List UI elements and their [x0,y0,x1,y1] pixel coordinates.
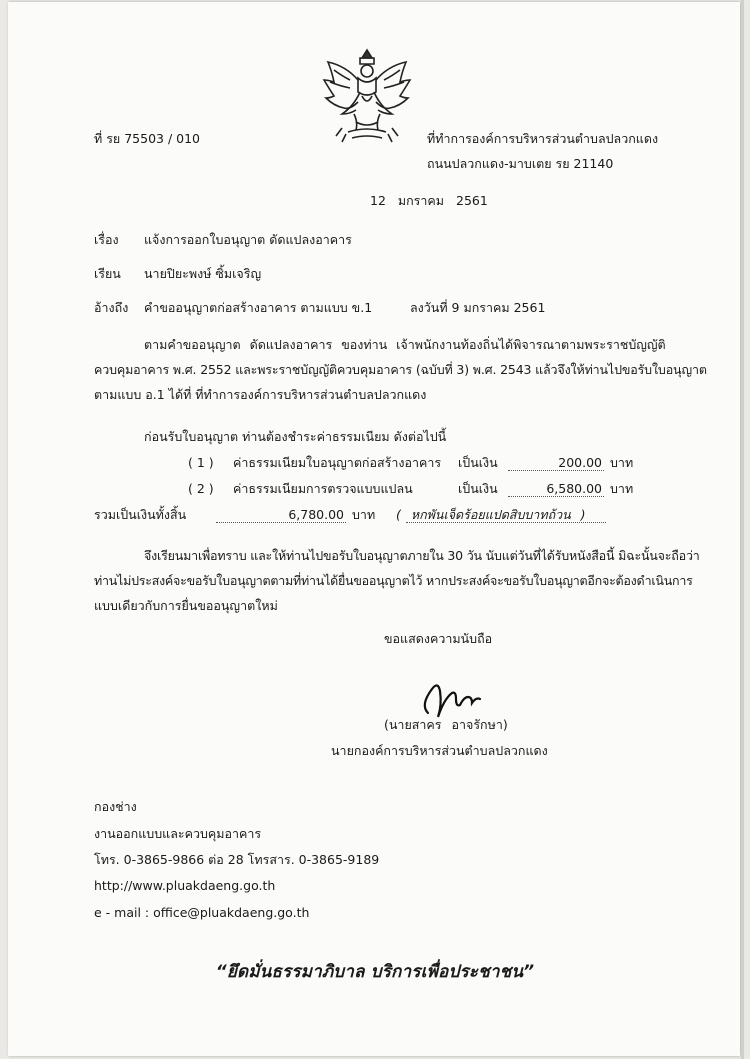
footer-motto: “ยึดมั่นธรรมาภิบาล บริการเพื่อประชาชน” [215,962,535,982]
total-label: รวมเป็นเงินทั้งสิ้น [94,507,187,522]
subject-label: เรื่อง [94,232,119,247]
signature-mark [402,673,522,721]
footer-website-link[interactable]: http://www.pluakdaeng.go.th [94,878,276,893]
fee2-amount-label: เป็นเงิน [458,481,498,496]
fee2-description: ค่าธรรมเนียมการตรวจแบบแปลน [233,481,413,496]
reference-label: อ้างถึง [94,300,129,315]
fee1-description: ค่าธรรมเนียมใบอนุญาตก่อสร้างอาคาร [233,455,442,470]
total-amount-words: ( หกพันเจ็ดร้อยแปดสิบบาทถ้วน ) [396,507,586,522]
footer-phone: โทร. 0-3865-9866 ต่อ 28 โทรสาร. 0-3865-9189 [94,852,380,867]
office-address-line1: ที่ทำการองค์การบริหารส่วนตำบลปลวกแดง [427,131,659,146]
footer-email-link[interactable]: e - mail : office@pluakdaeng.go.th [94,905,310,920]
fee1-number: ( 1 ) [188,455,214,470]
paragraph2-line2: ท่านไม่ประสงค์จะขอรับใบอนุญาตตามที่ท่านได้ยื่นขออนุญาตไว้ หากประสงค์จะขอรับใบอนุญาตอีกจะต้องดำเนินการ [94,573,693,588]
paragraph1-line2: ควบคุมอาคาร พ.ศ. 2552 และพระราชบัญญัติควบคุมอาคาร (ฉบับที่ 3) พ.ศ. 2543 แล้วจึงให้ท่านไปขอรับใบอนุญาต [94,362,707,377]
garuda-emblem-icon [318,44,416,148]
paragraph2-line1: จึงเรียนมาเพื่อทราบ และให้ท่านไปขอรับใบอนุญาตภายใน 30 วัน นับแต่วันที่ได้รับหนังสือนี้ มิฉะนั้นจะถือว่า [144,548,700,563]
fee2-number: ( 2 ) [188,481,214,496]
signer-title: นายกองค์การบริหารส่วนตำบลปลวกแดง [331,743,548,758]
footer-division: กองช่าง [94,799,137,814]
reference-date: ลงวันที่ 9 มกราคม 2561 [410,300,546,315]
paragraph2-line3: แบบเดียวกับการยื่นขออนุญาตใหม่ [94,598,278,613]
fee1-amount: 200.00 [558,455,602,470]
footer-section: งานออกแบบและควบคุมอาคาร [94,826,262,841]
total-unit: บาท [352,507,376,522]
closing-regards: ขอแสดงความนับถือ [384,631,493,646]
letter-page [8,2,740,1056]
paragraph1-line1: ตามคำขออนุญาต ดัดแปลงอาคาร ของท่าน เจ้าพนักงานท้องถิ่นได้พิจารณาตามพระราชบัญญัติ [144,337,666,352]
fee1-amount-label: เป็นเงิน [458,455,498,470]
total-amount: 6,780.00 [288,507,344,522]
reference-number: ที่ รย 75503 / 010 [94,131,201,146]
recipient-name: นายปิยะพงษ์ ซิ้มเจริญ [144,266,262,281]
page-edge [741,0,744,1059]
fee2-amount: 6,580.00 [546,481,602,496]
office-address-line2: ถนนปลวกแดง-มาบเตย รย 21140 [427,156,614,171]
reference-text: คำขออนุญาตก่อสร้างอาคาร ตามแบบ ข.1 [144,300,373,315]
paragraph1-line3: ตามแบบ อ.1 ได้ที่ ที่ทำการองค์การบริหารส่วนตำบลปลวกแดง [94,387,427,402]
fees-intro: ก่อนรับใบอนุญาต ท่านต้องชำระค่าธรรมเนียม ดังต่อไปนี้ [144,429,447,444]
letter-date: 12 มกราคม 2561 [370,193,488,208]
salutation-label: เรียน [94,266,121,281]
subject-text: แจ้งการออกใบอนุญาต ดัดแปลงอาคาร [144,232,352,247]
fee1-unit: บาท [610,455,634,470]
signer-name: (นายสาคร อาจรักษา) [384,717,508,732]
fee2-unit: บาท [610,481,634,496]
